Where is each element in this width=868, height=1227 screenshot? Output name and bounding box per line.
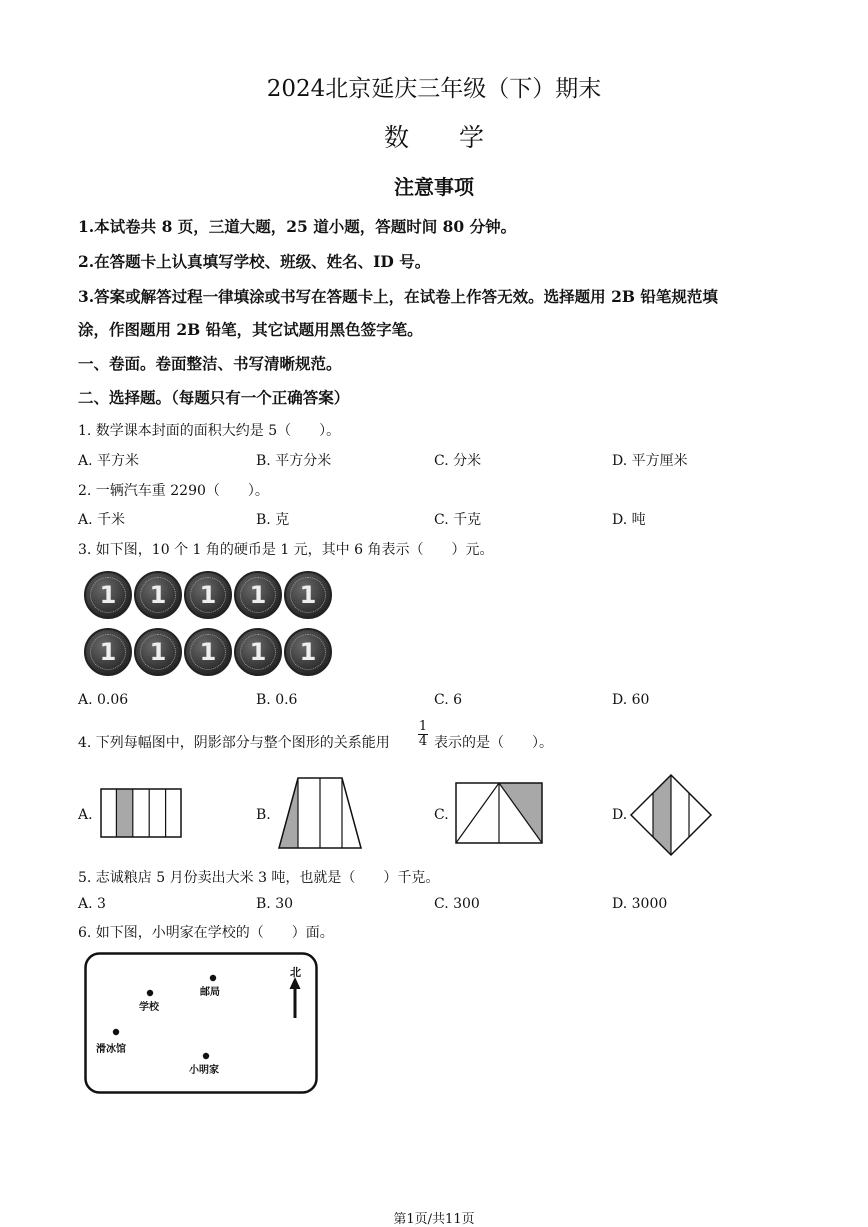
question-5: 5. 志诚粮店 5 月份卖出大米 3 吨，也就是（ ）千克。 (78, 870, 440, 886)
subject-title: 数 学 (383, 123, 484, 152)
section-2-heading: 二、选择题。（每题只有一个正确答案） (78, 388, 350, 407)
notice-1: 1.本试卷共 8 页，三道大题，25 道小题，答题时间 80 分钟。 (78, 217, 517, 236)
notice-title: 注意事项 (394, 175, 474, 199)
q1-option-d: D. 平方厘米 (612, 453, 688, 469)
coin-row-top (84, 571, 332, 619)
map-label-school: 学校 (139, 1002, 159, 1013)
coin-image: 1 (184, 571, 232, 619)
section-1-heading: 一、卷面。卷面整洁、书写清晰规范。 (78, 354, 342, 373)
map-label-post-office: 邮局 (200, 987, 220, 998)
coin-image: 1 (234, 571, 282, 619)
coin-image: 1 (84, 571, 132, 619)
home-dot (203, 1053, 209, 1059)
coin-image: 1 (84, 628, 132, 676)
coin-image: 1 (284, 571, 332, 619)
coin-image: 1 (134, 628, 182, 676)
question-3: 3. 如下图，10 个 1 角的硬币是 1 元，其中 6 角表示（ ）元。 (78, 542, 494, 558)
q1-option-c: C. 分米 (434, 453, 482, 469)
question-1: 1. 数学课本封面的面积大约是 5（ ）。 (78, 423, 341, 439)
q4-option-c: C. (434, 807, 449, 823)
coin-image: 1 (284, 628, 332, 676)
fraction-one-quarter (418, 720, 428, 749)
q2-option-d: D. 吨 (612, 512, 646, 528)
question-6: 6. 如下图，小明家在学校的（ ）面。 (78, 925, 334, 941)
q3-option-c: C. 6 (434, 692, 463, 708)
q2-option-a: A. 千米 (78, 512, 126, 528)
q4-option-d: D. (612, 807, 628, 823)
q3-option-b: B. 0.6 (256, 692, 298, 708)
coin-image: 1 (234, 628, 282, 676)
page-footer: 第1页/共11页 (393, 1212, 475, 1227)
post-office-dot (210, 975, 216, 981)
q5-option-d: D. 3000 (612, 896, 668, 912)
exam-title: 2024北京延庆三年级（下）期末 (266, 76, 602, 102)
notice-3: 3.答案或解答过程一律填涂或书写在答题卡上，在试卷上作答无效。选择题用 2B 铅笔规范填 (78, 287, 718, 306)
question-4-text: 4. 下列每幅图中，阴影部分与整个图形的关系能用 (78, 735, 390, 751)
fraction-numerator: 1 (418, 719, 428, 734)
q5-option-b: B. 30 (256, 896, 294, 912)
q1-option-b: B. 平方分米 (256, 453, 332, 469)
q5-option-c: C. 300 (434, 896, 480, 912)
q3-option-a: A. 0.06 (78, 692, 129, 708)
q3-option-d: D. 60 (612, 692, 650, 708)
question-2: 2. 一辆汽车重 2290（ ）。 (78, 483, 269, 499)
q2-option-b: B. 克 (256, 512, 290, 528)
coin-image: 1 (134, 571, 182, 619)
question-4-text-after: 表示的是（ ）。 (434, 735, 553, 751)
coin-image: 1 (184, 628, 232, 676)
school-dot (147, 990, 153, 996)
notice-2: 2.在答题卡上认真填写学校、班级、姓名、ID 号。 (78, 252, 431, 271)
q4-figure-c-rectangle (455, 782, 543, 844)
q4-figure-b-trapezoid (278, 777, 362, 849)
q4-option-a: A. (78, 807, 93, 823)
q4-figure-d-diamond (630, 774, 712, 856)
map-label-xiaoming-home: 小明家 (189, 1065, 219, 1076)
notice-3-continued: 涂，作图题用 2B 铅笔，其它试题用黑色签字笔。 (78, 320, 423, 339)
q5-option-a: A. 3 (78, 896, 106, 912)
map-label-skating-rink: 滑冰馆 (96, 1044, 126, 1055)
q1-option-a: A. 平方米 (78, 453, 140, 469)
coin-row-bottom (84, 628, 332, 676)
fraction-denominator: 4 (418, 734, 428, 749)
q4-figure-a-rectangle (100, 788, 182, 838)
q4-option-b: B. (256, 807, 271, 823)
map-label-north: 北 (290, 966, 301, 979)
skating-rink-dot (113, 1029, 119, 1035)
q2-option-c: C. 千克 (434, 512, 482, 528)
